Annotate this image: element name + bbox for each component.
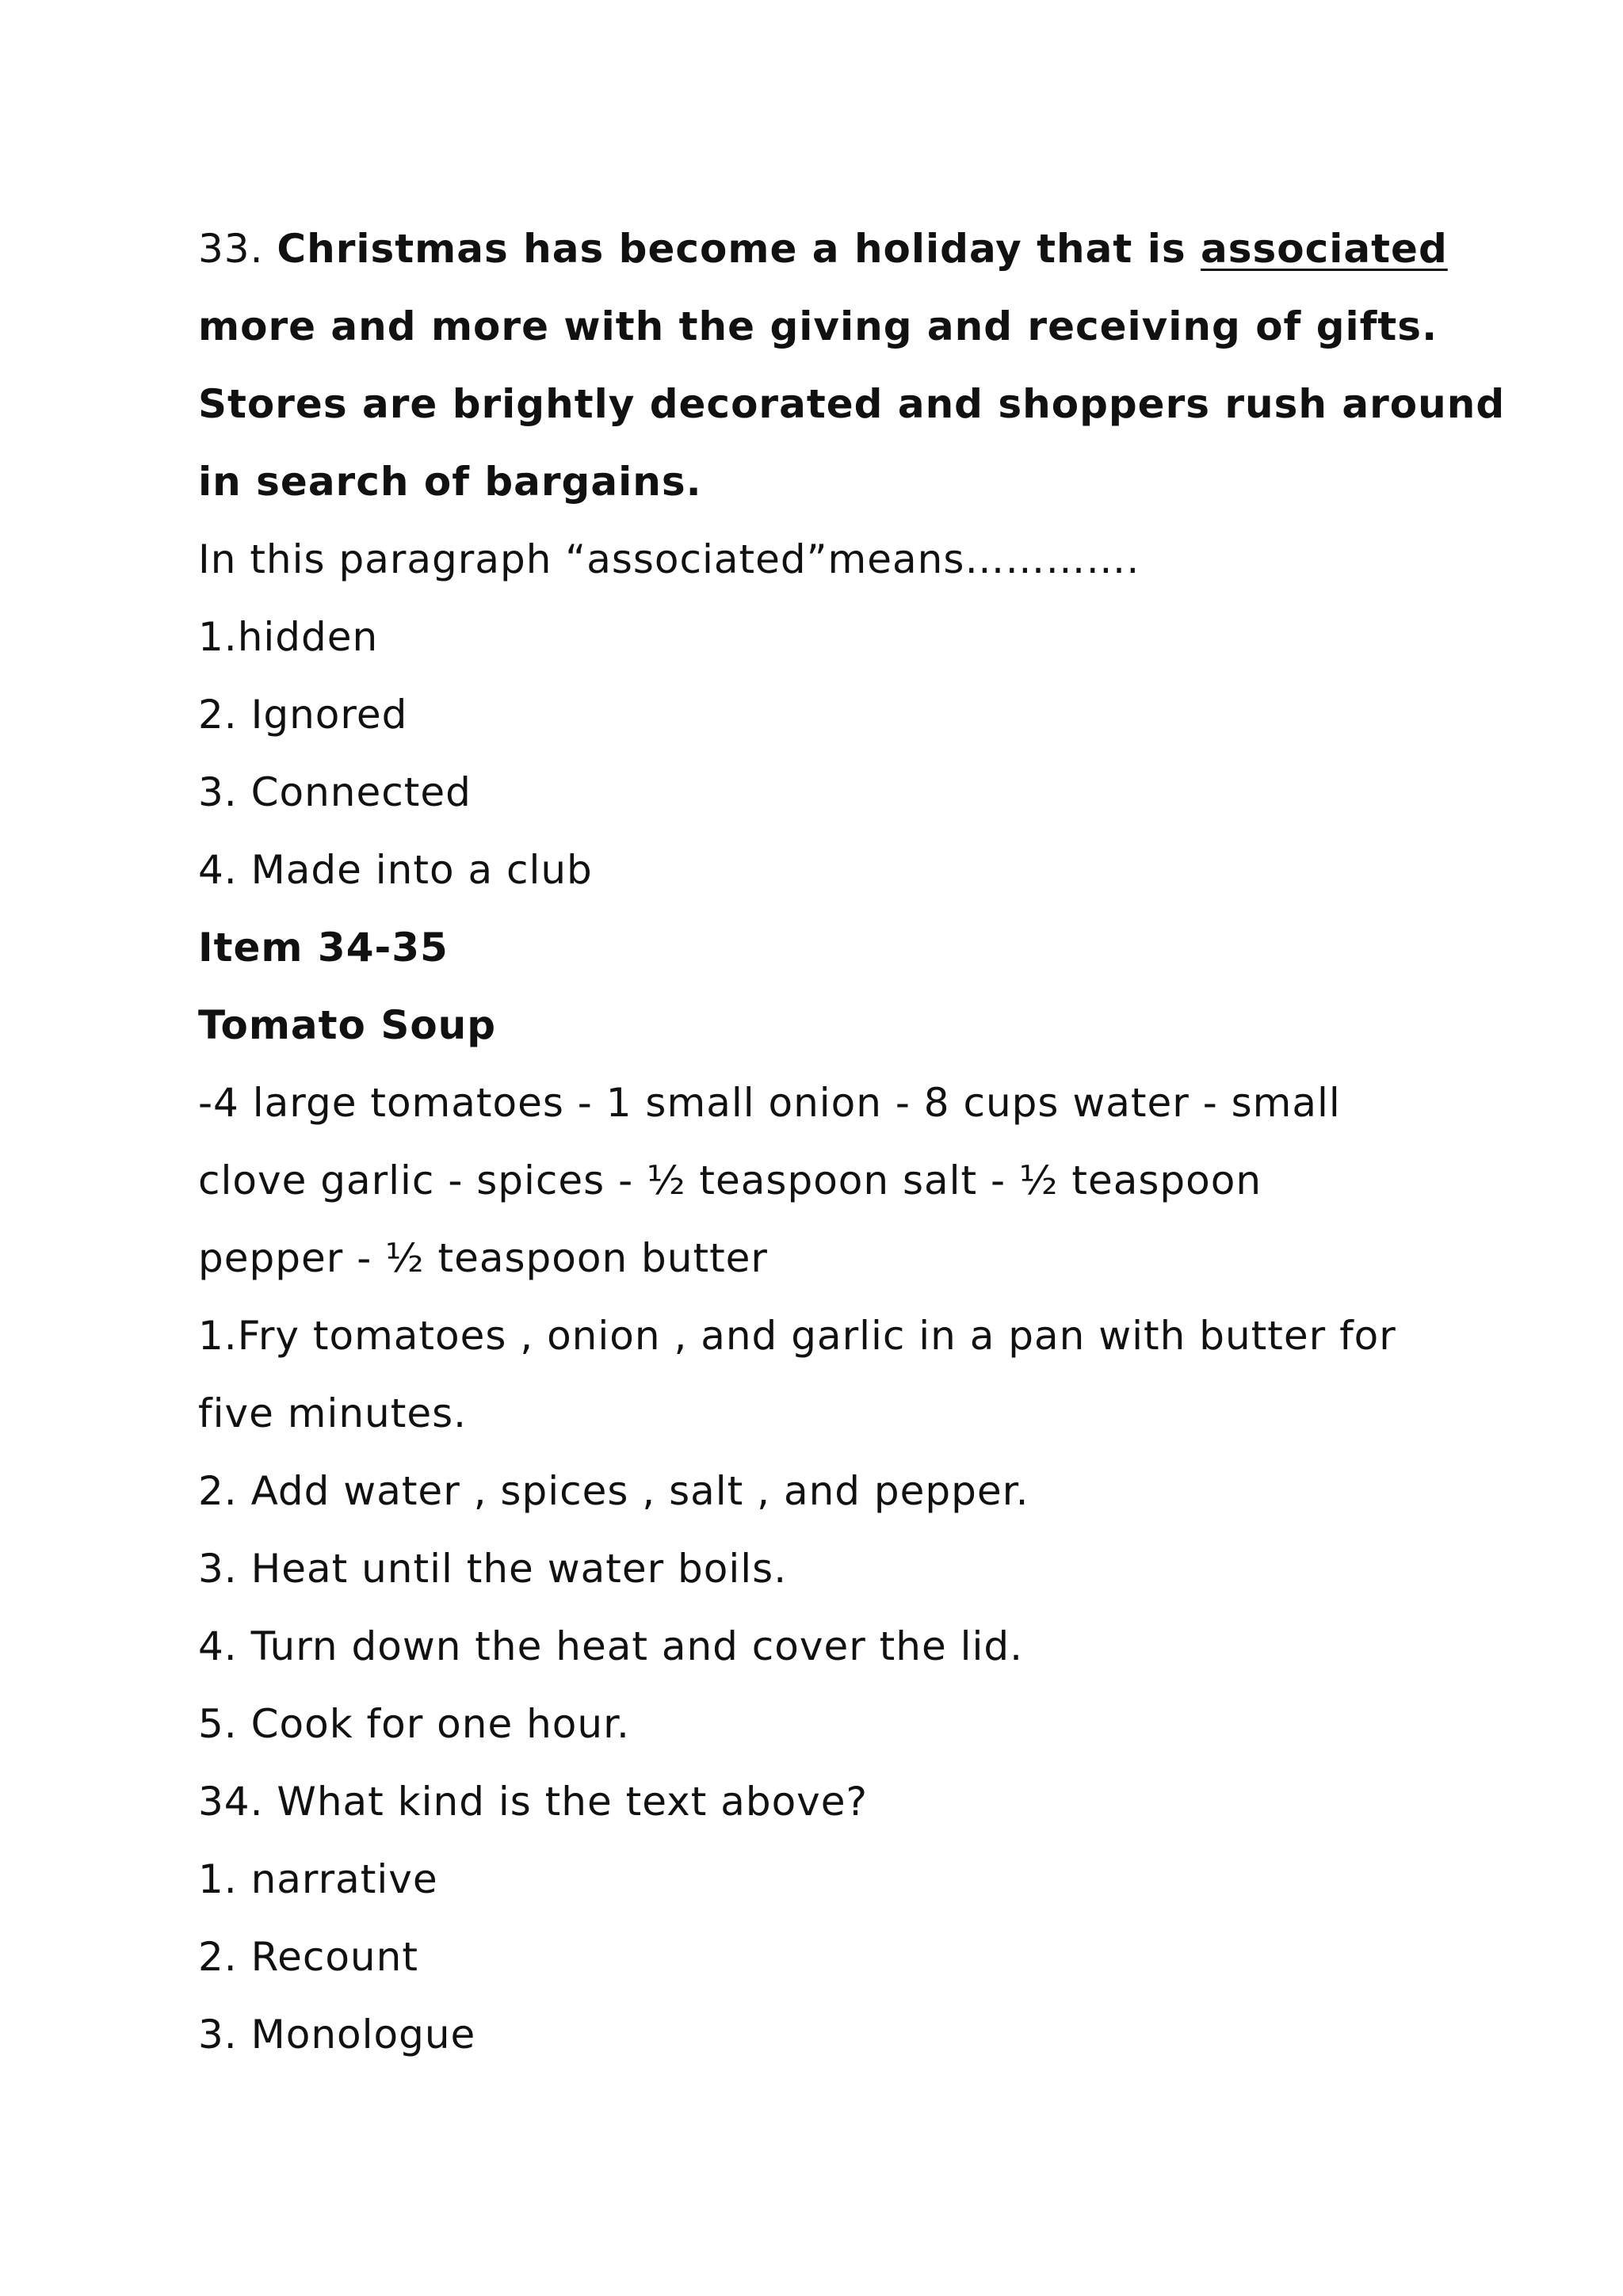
q33-prompt: In this paragraph “associated”means…………. bbox=[198, 536, 1140, 582]
q33-option-3: 3. Connected bbox=[198, 769, 472, 815]
step-1-line-2: five minutes. bbox=[198, 1390, 468, 1436]
q33-option-1: 1.hidden bbox=[198, 614, 379, 660]
recipe-title: Tomato Soup bbox=[198, 1002, 497, 1048]
ingredients-line-1: -4 large tomatoes - 1 small onion - 8 cups water - small bbox=[198, 1080, 1341, 1126]
q34-option-3: 3. Monologue bbox=[198, 2012, 476, 2058]
q33-number: 33. bbox=[198, 226, 277, 272]
q33-line-2: more and more with the giving and receiving of gifts. bbox=[198, 303, 1438, 349]
q34-option-1: 1. narrative bbox=[198, 1856, 438, 1902]
document-page bbox=[198, 210, 1506, 2073]
q33-line-3: Stores are brightly decorated and shoppers rush around bbox=[198, 381, 1506, 427]
step-3: 3. Heat until the water boils. bbox=[198, 1546, 788, 1592]
step-1-line-1: 1.Fry tomatoes , onion , and garlic in a pan with butter for bbox=[198, 1313, 1396, 1359]
q33-option-4: 4. Made into a club bbox=[198, 847, 593, 893]
ingredients-line-3: pepper - ½ teaspoon butter bbox=[198, 1235, 768, 1281]
step-5: 5. Cook for one hour. bbox=[198, 1701, 630, 1747]
item-heading: Item 34-35 bbox=[198, 925, 449, 971]
step-2: 2. Add water , spices , salt , and pepper. bbox=[198, 1468, 1029, 1514]
q33-line-1 bbox=[198, 210, 1506, 288]
ingredients-line-2: clove garlic - spices - ½ teaspoon salt - ½ teaspoon bbox=[198, 1158, 1262, 1203]
q33-line-4: in search of bargains. bbox=[198, 459, 702, 505]
underlined-word: associated bbox=[1201, 226, 1448, 272]
q33-text: Christmas has become a holiday that is bbox=[277, 226, 1201, 272]
step-4: 4. Turn down the heat and cover the lid. bbox=[198, 1623, 1024, 1669]
q33-option-2: 2. Ignored bbox=[198, 692, 408, 738]
q34-option-2: 2. Recount bbox=[198, 1934, 418, 1980]
q34-question: 34. What kind is the text above? bbox=[198, 1779, 869, 1825]
